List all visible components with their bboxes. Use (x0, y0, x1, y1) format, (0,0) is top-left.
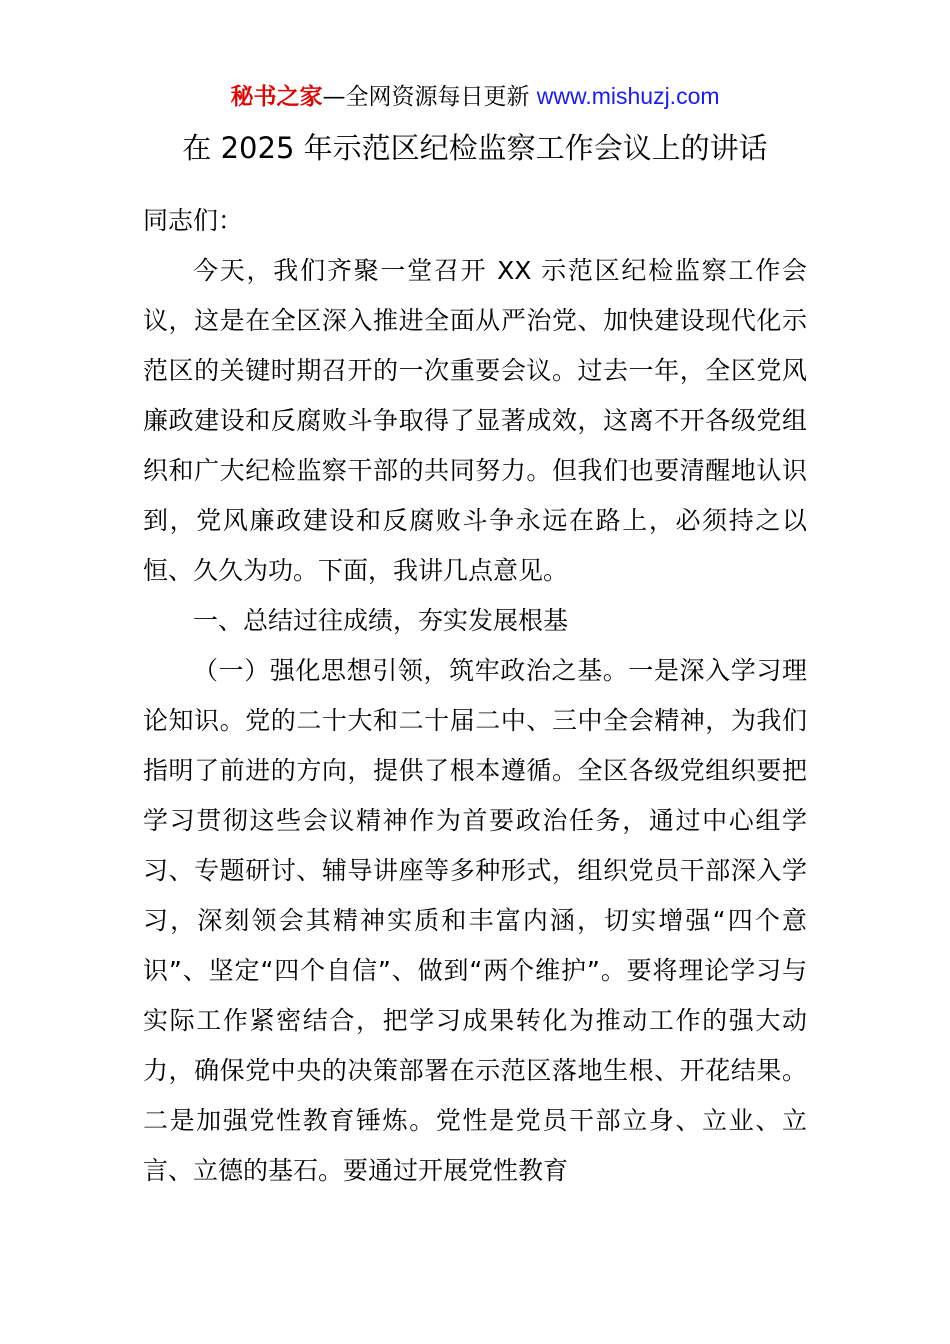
document-title: 在 2025 年示范区纪检监察工作会议上的讲话 (182, 131, 768, 165)
document-body (143, 196, 807, 1196)
brand-name: 秘书之家 (230, 84, 323, 110)
paragraph-intro: 今天，我们齐聚一堂召开 XX 示范区纪检监察工作会议，这是在全区深入推进全面从严治党、加快建设现代化示范区的关键时期召开的一次重要会议。过去一年，全区党风廉政建设和反腐败斗争取得了显著成效，这离不开各级党组织和广大纪检监察干部的共同努力。但我们也要清醒地认识到，党风廉政建设和反腐败斗争永远在路上，必须持之以恒、久久为功。下面，我讲几点意见。 (143, 256, 807, 585)
salutation: 同志们： (143, 206, 244, 235)
header-tagline: —全网资源每日更新 (322, 84, 530, 110)
section-heading: 一、总结过往成绩，夯实发展根基 (193, 606, 569, 635)
paragraph-subsection: （一）强化思想引领，筑牢政治之基。一是深入学习理论知识。党的二十大和二十届二中、三中全会精神，为我们指明了前进的方向，提供了根本遵循。全区各级党组织要把学习贯彻这些会议精神作为首要政治任务，通过中心组学习、专题研讨、辅导讲座等多种形式，组织党员干部深入学习，深刻领会其精神实质和丰富内涵，切实增强“四个意识”、坚定“四个自信”、做到“两个维护”。要将理论学习与实际工作紧密结合，把学习成果转化为推动工作的强大动力，确保党中央的决策部署在示范区落地生根、开花结果。二是加强党性教育锤炼。党性是党员干部立身、立业、立言、立德的基石。要通过开展党性教育 (143, 656, 807, 1185)
site-url-link[interactable]: www.mishuzj.com (536, 83, 720, 109)
watermark-header (0, 80, 950, 113)
